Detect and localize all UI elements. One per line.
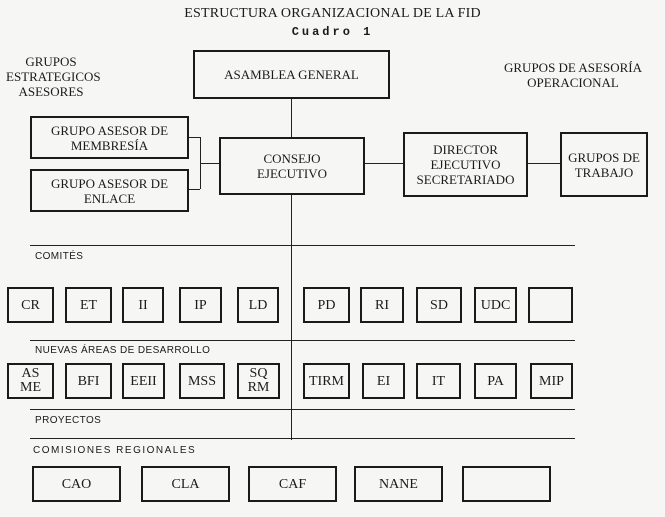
connector-enlace (189, 189, 200, 190)
connector-asamblea-consejo (291, 99, 292, 137)
comision-box-empty (462, 466, 551, 502)
director-ejecutivo-label: DIRECTOR EJECUTIVO SECRETARIADO (416, 142, 515, 187)
nueva-area-box (237, 363, 280, 399)
comision-box (32, 466, 121, 502)
comite-label: LD (248, 297, 268, 313)
grupo-asesor-membresia-label: GRUPO ASESOR DE MEMBRESÍA (50, 122, 169, 153)
comite-box (474, 287, 517, 323)
nueva-area-label: MSS (187, 373, 217, 389)
nueva-area-box (416, 363, 461, 399)
comision-label: NANE (379, 476, 418, 492)
nueva-area-label: MIP (539, 373, 564, 389)
asamblea-general-box (193, 50, 390, 99)
consejo-ejecutivo-label: CONSEJO EJECUTIVO (256, 151, 328, 181)
nueva-area-box (7, 363, 54, 399)
comite-label: RI (375, 297, 389, 313)
comite-label: ET (79, 297, 98, 313)
comision-box (354, 466, 443, 502)
nueva-area-box (530, 363, 573, 399)
comision-box (141, 466, 230, 502)
nueva-area-box (122, 363, 165, 399)
nueva-area-box (303, 363, 350, 399)
nueva-area-box (179, 363, 225, 399)
comite-box (360, 287, 404, 323)
asamblea-general-label: ASAMBLEA GENERAL (224, 67, 359, 82)
comite-box (416, 287, 462, 323)
nueva-area-label: EEII (130, 373, 157, 389)
connector-advisors-consejo (200, 163, 219, 164)
comite-label: II (138, 297, 148, 313)
comision-label: CLA (171, 476, 200, 492)
connector-consejo-director (365, 163, 403, 164)
grupos-de-trabajo-label: GRUPOS DE TRABAJO (568, 149, 640, 180)
connector-director-grupos (528, 163, 560, 164)
section-label-nuevas-areas: NUEVAS ÁREAS DE DESARROLLO (35, 345, 211, 356)
comite-label: IP (194, 297, 207, 313)
comision-box (248, 466, 337, 502)
nueva-area-box (362, 363, 405, 399)
nueva-area-label: EI (376, 373, 391, 389)
consejo-ejecutivo-box (219, 137, 365, 195)
grupo-asesor-enlace-label: GRUPO ASESOR DE ENLACE (50, 175, 169, 206)
nueva-area-label: SQRM (247, 366, 270, 395)
comite-box (7, 287, 54, 323)
nueva-area-label: PA (487, 373, 504, 389)
diagram-title: ESTRUCTURA ORGANIZACIONAL DE LA FID (184, 6, 481, 21)
comite-box (179, 287, 222, 323)
nueva-area-box (65, 363, 112, 399)
separator-comites-bottom (30, 340, 575, 341)
comite-label: PD (317, 297, 336, 313)
comite-label: UDC (480, 297, 511, 313)
director-ejecutivo-box (403, 132, 528, 197)
comite-label: CR (21, 297, 40, 313)
connector-membresia (189, 137, 200, 138)
separator-proyectos-bottom (30, 438, 575, 439)
grupos-de-trabajo-box (560, 132, 648, 197)
comision-label: CAF (278, 476, 307, 492)
nueva-area-label: BFI (77, 373, 100, 389)
comite-box (237, 287, 279, 323)
connector-main-trunk (291, 195, 292, 440)
separator-comites-top (30, 245, 575, 246)
grupo-asesor-enlace-box (30, 169, 189, 212)
comite-box (65, 287, 112, 323)
section-label-proyectos: PROYECTOS (35, 415, 102, 426)
comite-label: SD (430, 297, 448, 313)
section-label-comites: COMITÉS (35, 251, 84, 262)
comision-label: CAO (61, 476, 92, 492)
nueva-area-label: IT (431, 373, 446, 389)
nueva-area-label: ASME (20, 366, 41, 395)
nueva-area-box (474, 363, 517, 399)
section-label-comisiones: COMISIONES REGIONALES (33, 445, 197, 456)
comite-box-empty (528, 287, 573, 323)
nueva-area-label: TIRM (309, 373, 344, 389)
grupo-asesor-membresia-box (30, 116, 189, 159)
operational-groups-label: GRUPOS DE ASESORÍA OPERACIONAL (504, 60, 642, 90)
diagram-subtitle: Cuadro 1 (291, 25, 374, 39)
strategic-groups-label: GRUPOS ESTRATEGICOS ASESORES (6, 54, 101, 99)
comite-box (303, 287, 350, 323)
separator-nuevas-bottom (30, 409, 575, 410)
comite-box (122, 287, 164, 323)
